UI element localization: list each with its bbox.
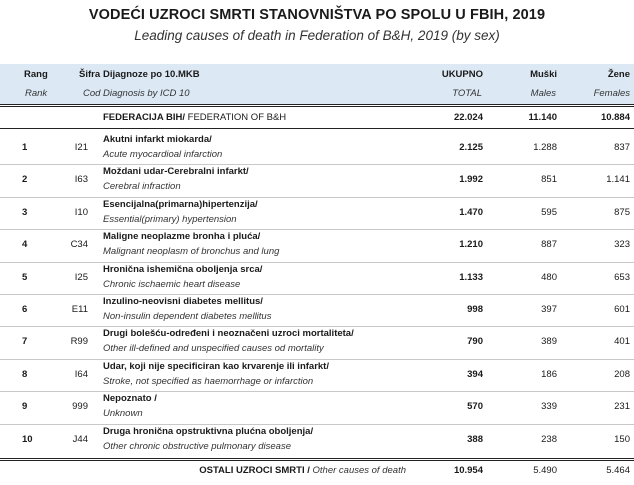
code-cell: I10 [74,206,88,218]
header-males: Muški [530,69,557,80]
other-causes-label [0,465,406,476]
header-females: Žene [607,69,630,80]
table-row [0,166,634,199]
federation-males: 11.140 [528,112,557,123]
row-separator [0,391,634,392]
header-rank: Rang [24,69,48,80]
diagnosis-name: Maligne neoplazme bronha i pluća/ [103,231,261,243]
table-row [0,328,634,361]
males-cell: 1.288 [533,142,557,153]
females-cell: 231 [614,401,630,413]
males-cell: 238 [541,433,557,445]
table-row [0,231,634,264]
males-cell: 595 [541,206,557,218]
rank-cell: 3 [22,206,28,218]
header-total: UKUPNO [441,69,483,80]
code-cell: I63 [74,174,88,186]
table-row [0,199,634,232]
row-separator [0,294,634,295]
females-cell: 601 [614,304,630,315]
header-females-en: Females [593,88,630,99]
total-cell: 1.133 [459,271,483,283]
header-total-en: TOTAL [452,88,482,99]
other-causes-females: 5.464 [606,465,630,476]
males-cell: 480 [541,271,557,283]
males-cell: 339 [541,401,557,413]
other-causes-label-bs: OSTALI UZROCI SMRTI / [199,465,310,476]
females-cell: 150 [614,433,630,445]
diagnosis-name-en: Malignant neoplasm of bronchus and lung [103,246,280,258]
code-cell: E11 [71,304,88,315]
table-row [0,264,634,297]
females-cell: 653 [614,271,630,283]
diagnosis-name: Akutni infarkt miokarda/ [103,134,212,145]
code-cell: 999 [72,401,88,413]
males-cell: 389 [541,336,557,348]
total-cell: 394 [467,368,483,380]
row-separator [0,424,634,425]
rank-cell: 9 [22,401,28,413]
rank-cell: 4 [22,239,28,251]
males-cell: 851 [541,174,557,186]
header-diagnosis: Dijagnoze po 10.MKB [103,69,200,80]
code-cell: I64 [74,368,88,380]
footer-divider [0,458,634,461]
header-males-en: Males [530,88,556,99]
females-cell: 208 [614,368,630,380]
table-row [0,393,634,426]
diagnosis-name: Nepoznato / [103,393,157,405]
diagnosis-name-en: Chronic ischaemic heart disease [103,278,241,290]
diagnosis-name: Druga hronična opstruktivna plućna oboljenja/ [103,425,314,437]
code-cell: J44 [72,433,88,445]
diagnosis-name: Drugi bolešću-određeni i neoznačeni uzroci mortaliteta/ [103,328,354,340]
rank-cell: 7 [22,336,28,348]
header-diagnosis-en: Diagnosis by ICD 10 [103,88,190,99]
total-cell: 790 [467,336,483,348]
other-causes-total: 10.954 [453,465,483,476]
diagnosis-name-en: Other chronic obstructive pulmonary disease [103,440,291,452]
diagnosis-name-en: Non-insulin dependent diabetes mellitus [103,311,272,322]
rank-cell: 6 [22,304,28,315]
total-cell: 1.470 [459,206,483,218]
total-cell: 388 [467,433,483,445]
diagnosis-name-en: Acute myocardioal infarction [103,149,223,160]
total-cell: 2.125 [459,142,483,153]
total-cell: 1.210 [459,239,483,251]
diagnosis-name-en: Unknown [103,408,143,420]
table-row [0,361,634,394]
row-separator [0,326,634,327]
diagnosis-name: Inzulino-neovisni diabetes mellitus/ [103,296,263,307]
total-cell: 998 [467,304,483,315]
males-cell: 186 [541,368,557,380]
federation-females: 10.884 [600,112,630,123]
females-cell: 323 [614,239,630,251]
diagnosis-name-en: Essential(primary) hypertension [103,213,237,225]
diagnosis-name: Esencijalna(primarna)hipertenzija/ [103,198,258,210]
row-separator [0,164,634,165]
females-cell: 875 [614,206,630,218]
males-cell: 397 [541,304,557,315]
table-header [0,64,634,104]
total-cell: 1.992 [459,174,483,186]
rank-cell: 1 [22,142,28,153]
females-cell: 1.141 [606,174,630,186]
diagnosis-name: Udar, koji nije specificiran kao krvarenje ili infarkt/ [103,360,329,372]
page-title: VODEĆI UZROCI SMRTI STANOVNIŠTVA PO SPOLU U FBIH, 2019 [88,7,546,23]
row-separator [0,262,634,263]
rank-cell: 2 [22,174,28,186]
page-subtitle: Leading causes of death in Federation of B&H, 2019 (by sex) [134,28,500,43]
header-code-en: Cod [83,88,101,99]
header-code: Šifra [79,69,101,80]
row-separator [0,359,634,360]
males-cell: 887 [541,239,557,251]
header-rank-en: Rank [25,88,48,99]
total-cell: 570 [467,401,483,413]
rank-cell: 8 [22,368,28,380]
females-cell: 401 [614,336,630,348]
federation-label-bs: FEDERACIJA BIH/ [103,112,185,123]
diagnosis-name-en: Stroke, not specified as haemorrhage or infarction [103,375,314,387]
rank-cell: 5 [22,271,28,283]
table-row [0,426,634,459]
code-cell: R99 [70,336,88,348]
federation-label [103,112,286,123]
code-cell: C34 [70,239,88,251]
table-row [0,134,634,167]
diagnosis-name-en: Cerebral infraction [103,181,181,193]
diagnosis-name-en: Other ill-defined and unspecified causes od mortality [103,343,324,355]
federation-divider [0,128,634,129]
federation-label-en: FEDERATION OF B&H [185,112,287,123]
code-cell: I21 [74,142,88,153]
females-cell: 837 [614,142,630,153]
rank-cell: 10 [22,433,33,445]
other-causes-males: 5.490 [533,465,557,476]
federation-total: 22.024 [453,112,483,123]
code-cell: I25 [74,271,88,283]
row-separator [0,229,634,230]
table-row [0,296,634,329]
header-divider [0,104,634,107]
row-separator [0,197,634,198]
diagnosis-name: Hronična ishemična oboljenja srca/ [103,263,263,275]
other-causes-label-en: Other causes of death [309,465,406,476]
diagnosis-name: Moždani udar-Cerebralni infarkt/ [103,166,249,178]
